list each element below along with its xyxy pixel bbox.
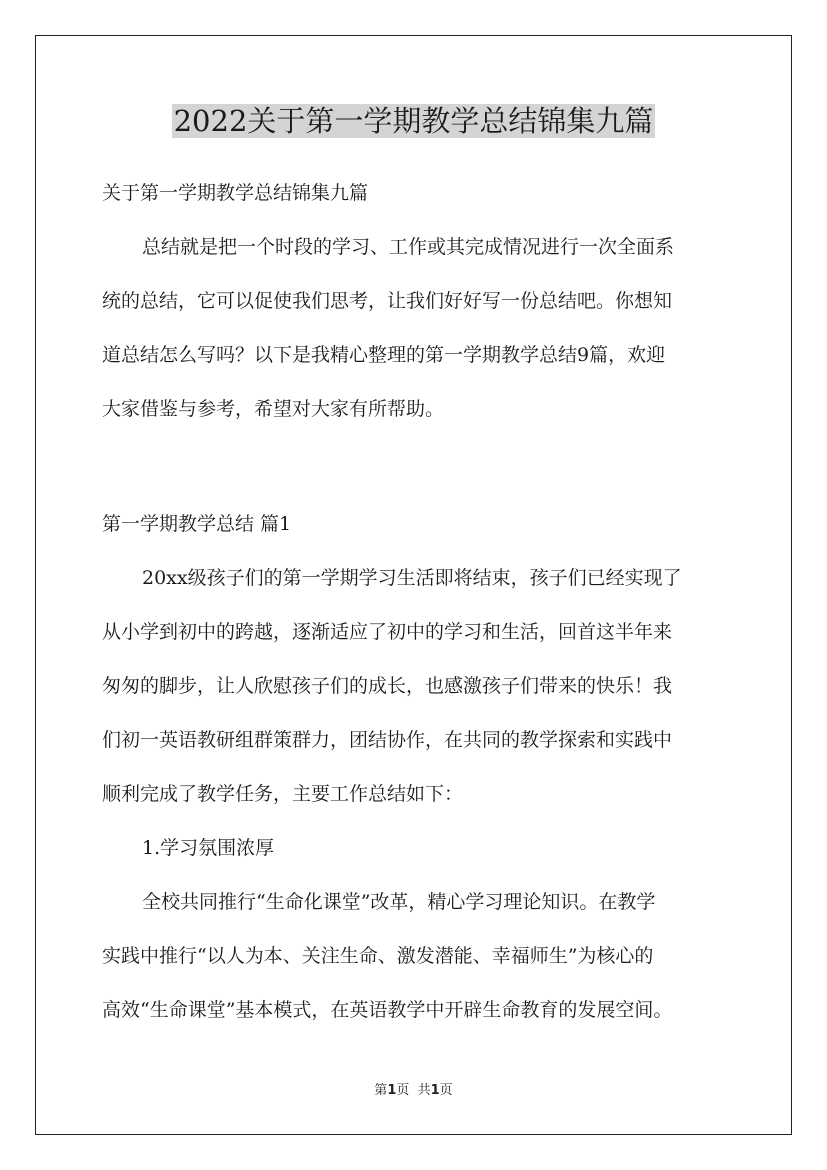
footer-page-prefix: 第 xyxy=(374,1083,388,1098)
document-title-text: 2022关于第一学期教学总结锦集九篇 xyxy=(173,104,654,138)
document-subtitle: 关于第一学期教学总结锦集九篇 xyxy=(102,182,369,204)
intro-line: 道总结怎么写吗？以下是我精心整理的第一学期教学总结9篇，欢迎 xyxy=(102,344,666,366)
page-footer xyxy=(0,1081,827,1101)
intro-line: 大家借鉴与参考，希望对大家有所帮助。 xyxy=(102,398,445,420)
document-title xyxy=(0,100,827,142)
footer-page-total: 1 xyxy=(430,1083,440,1098)
point-heading: 1.学习氛围浓厚 xyxy=(142,837,275,859)
section-line: 们初一英语教研组群策群力，团结协作，在共同的教学探索和实践中 xyxy=(102,729,673,751)
intro-line: 总结就是把一个时段的学习、工作或其完成情况进行一次全面系 xyxy=(142,236,675,258)
intro-line: 统的总结，它可以促使我们思考，让我们好好写一份总结吧。你想知 xyxy=(102,290,673,312)
footer-page-suffix: 页 xyxy=(439,1083,453,1098)
section-line: 20xx级孩子们的第一学期学习生活即将结束，孩子们已经实现了 xyxy=(142,567,682,589)
footer-page-current: 1 xyxy=(387,1083,397,1098)
footer-page-mid: 页 共 xyxy=(396,1083,431,1098)
point-line: 全校共同推行“生命化课堂”改革，精心学习理论知识。在教学 xyxy=(142,891,656,913)
section-line: 匆匆的脚步，让人欣慰孩子们的成长，也感激孩子们带来的快乐！我 xyxy=(102,675,673,697)
point-line: 高效“生命课堂”基本模式，在英语教学中开辟生命教育的发展空间。 xyxy=(102,999,673,1021)
section-line: 从小学到初中的跨越，逐渐适应了初中的学习和生活，回首这半年来 xyxy=(102,621,673,643)
section-line: 顺利完成了教学任务，主要工作总结如下： xyxy=(102,783,464,805)
point-line: 实践中推行“以人为本、关注生命、激发潜能、幸福师生”为核心的 xyxy=(102,945,654,967)
document-body xyxy=(102,178,732,1026)
section-heading: 第一学期教学总结 篇1 xyxy=(102,513,292,535)
